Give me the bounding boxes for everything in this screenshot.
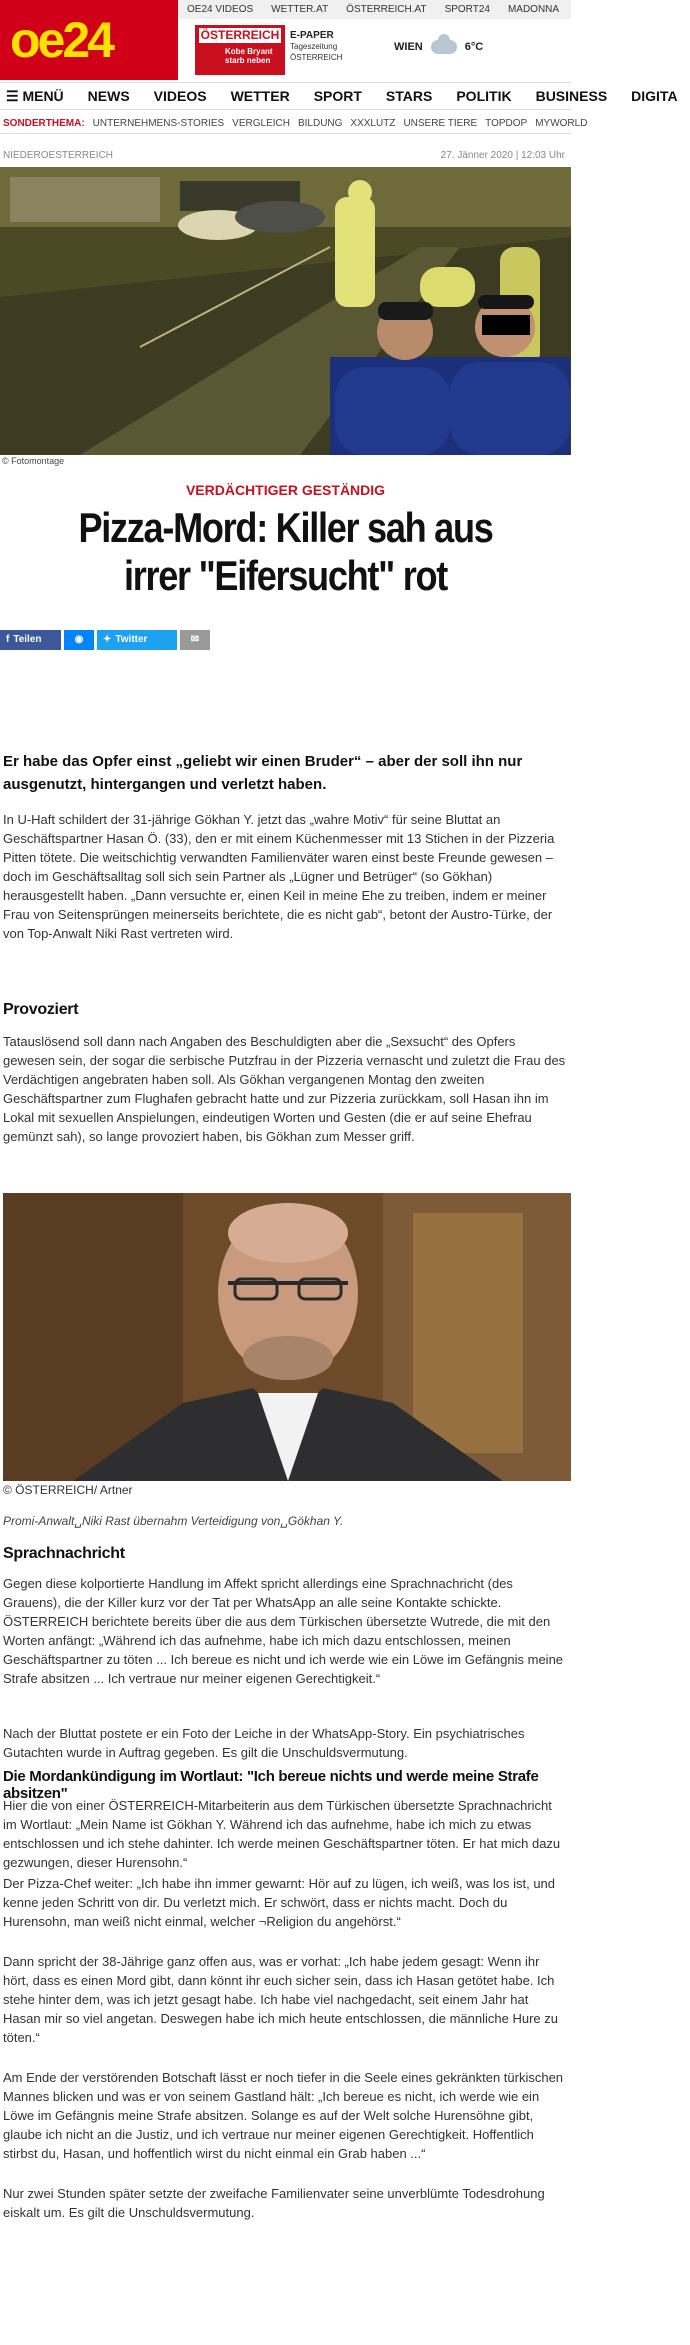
epaper-cover-headline: Kobe Bryant starb neben (225, 47, 273, 65)
article-paragraph: Am Ende der verstörenden Botschaft lässt er noch tiefer in die Seele eines gekränkten türkischen Mannes blicken und was er von seinem Gastland hält: „Ich bereue es nicht, ich werde wie ein Löwe im Gefängnis meine Strafe absitzen. Solange es auf der Welt solche Hurensöhne gibt, glaube ich nicht an die Justiz, und ich vertraue nur meiner eigenen Gerechtigkeit. Hoffentlich stirbst du, Hasan, und hoffentlich wirst du nicht einmal ein Grab haben ...“ (3, 2070, 564, 2161)
facebook-icon: f (6, 634, 10, 645)
twitter-share-button[interactable] (97, 630, 177, 650)
nav-item-wetter[interactable]: WETTER (230, 88, 290, 104)
epaper-sub1: Tageszeitung (290, 42, 338, 51)
epaper-text[interactable] (290, 30, 342, 63)
article-paragraph: Tatauslösend soll dann nach Angaben des Beschuldigten aber die „Sexsucht“ des Opfers gewesen sein, der sogar die serbische Putzfrau in der Pizzeria vernascht und zuletzt die Frau des Verdächtigen angebraten haben soll. Als Gökhan vergangenen Montag den zweiten Geschäftspartner zum Flughafen gebracht hatte und zur Pizzeria zurückkam, soll Hasan ihn im Lokal mit sexuellen Anspielungen, eindeutigen Worten und Gesten (die er auf seine Ehefrau gemünzt sah), so lange provoziert haben, bis Gökhan zum Messer griff. (3, 1034, 566, 1144)
article-meta (0, 150, 571, 164)
top-link-madonna[interactable]: MADONNA (507, 4, 560, 15)
section-label[interactable]: NIEDEROESTERREICH (3, 150, 114, 161)
subheading-sprachnachricht: Sprachnachricht (3, 1545, 125, 1562)
lawyer-portrait (3, 1193, 571, 1481)
article-lead: Er habe das Opfer einst „geliebt wir einen Bruder“ – aber der soll ihn nur ausgenutzt, hintergangen und verletzt haben. (3, 753, 523, 793)
sonderthema-item[interactable]: VERGLEICH (232, 118, 290, 129)
article-kicker: VERDÄCHTIGER GESTÄNDIG (185, 482, 386, 498)
article-paragraph: Dann spricht der 38-Jährige ganz offen aus, was er vorhat: „Ich habe jedem gesagt: Wenn ihr hört, dass es einen Mord gibt, dann könnt ihr euch sicher sein, dass ich Hasan getötet habe. Ich stehe hinter dem, was ich jetzt gesagt habe. Ich habe viel nachgedacht, seit einem Jahr hat Hasan mir so viel angetan. Deswegen habe ich mich heute entschlossen, die männliche Hure zu töten.“ (3, 1954, 558, 2045)
nav-item-digital[interactable]: DIGITA (631, 88, 678, 104)
subheading-provoziert: Provoziert (3, 1001, 79, 1018)
sonderthema-item[interactable]: BILDUNG (297, 118, 343, 129)
article-title: Pizza-Mord: Killer sah aus irrer "Eifersucht" rot (78, 504, 493, 599)
top-links-bar (178, 0, 571, 19)
site-header (0, 0, 571, 80)
weather-widget[interactable] (394, 40, 483, 54)
article-paragraph: Nach der Bluttat postete er ein Foto der Leiche in der WhatsApp-Story. Ein psychiatrisches Gutachten wurde in Auftrag gegeben. Es gilt die Unschuldsvermutung. (3, 1726, 525, 1760)
twitter-share-label: Twitter (115, 634, 148, 645)
photo-credit: © ÖSTERREICH/ Artner (3, 1483, 133, 1497)
facebook-share-button[interactable] (0, 630, 61, 650)
nav-item-politik[interactable]: POLITIK (456, 88, 512, 104)
messenger-icon: ◉ (74, 634, 84, 645)
article-paragraph: Hier die von einer ÖSTERREICH-Mitarbeiterin aus dem Türkischen übersetzte Sprachnachricht im Wortlaut: „Mein Name ist Gökhan Y. Während ich das aufnehme, habe ich mich zu etwas entschlossen und ich stehe dahinter. Ich werde meinen Geschäftspartner töten. Er hat mich dazu gezwungen, dieser Hurensohn.“ (3, 1798, 561, 1870)
nav-item-sport[interactable]: SPORT (313, 88, 362, 104)
sonderthema-item[interactable]: TOPDOP (485, 118, 528, 129)
epaper-cover-title: ÖSTERREICH (200, 28, 280, 42)
article-date: 27. Jänner 2020 | 12:03 Uhr (440, 150, 565, 161)
sonderthema-item[interactable]: MYWORLD (535, 118, 588, 129)
main-nav (0, 82, 678, 110)
sonderthema-label: SONDERTHEMA: (3, 118, 85, 129)
hero-photo-montage (0, 167, 571, 455)
sonderthema-bar (0, 114, 588, 134)
top-link-videos[interactable]: OE24 VIDEOS (187, 4, 254, 15)
top-link-wetter[interactable]: WETTER.AT (271, 4, 329, 15)
share-bar (0, 630, 210, 650)
top-link-oesterreich[interactable]: ÖSTERREICH.AT (346, 4, 427, 15)
cloud-icon (431, 40, 457, 54)
mail-share-button[interactable] (180, 630, 210, 650)
facebook-share-label: Teilen (13, 634, 42, 645)
nav-item-videos[interactable]: VIDEOS (153, 88, 207, 104)
article-paragraph: Gegen diese kolportierte Handlung im Affekt spricht allerdings eine Sprachnachricht (des Grauens), die der Killer kurz vor der Tat per WhatsApp an alle seine Kontakte schickte. ÖSTERREICH berichtete bereits über die aus dem Türkischen übersetzte Wutrede, die mit den Worten anfängt: „Während ich das aufnehme, habe ich mich dazu entschlossen, meinen Geschäftspartner zu töten ... Ich bereue es nicht und ich werde wie ein Löwe im Gefängnis meine Strafe absitzen ... Ich vertraue nur meiner eigenen Gerechtigkeit.“ (3, 1576, 564, 1686)
oe24-logo[interactable]: oe24 (0, 0, 178, 80)
epaper-sub2: ÖSTERREICH (290, 53, 343, 62)
nav-item-news[interactable]: NEWS (87, 88, 130, 104)
hero-image (0, 167, 571, 455)
weather-city: WIEN (394, 41, 423, 53)
nav-item-business[interactable]: BUSINESS (535, 88, 608, 104)
sonderthema-item[interactable]: UNSERE TIERE (403, 118, 478, 129)
menu-button[interactable]: ☰ MENÜ (6, 88, 64, 104)
weather-temp: 6°C (464, 41, 484, 53)
lawyer-photo (3, 1193, 571, 1481)
mail-icon: ✉ (190, 634, 200, 645)
hero-caption: © Fotomontage (2, 456, 65, 466)
article-paragraph: In U-Haft schildert der 31-jährige Gökhan Y. jetzt das „wahre Motiv“ für seine Bluttat an Geschäftspartner Hasan Ö. (33), den er mit einem Küchenmesser mit 13 Stichen in der Pizzeria Pitten tötete. Die weitschichtig verwandten Familienväter waren einst beste Freunde gewesen – doch im Geschäftsalltag soll sich sein Partner als „Lügner und Betrüger“ (so Gökhan) herausgestellt haben. „Dann versuchte er, einen Keil in meine Ehe zu treiben, indem er meiner Frau von Seitensprüngen meinerseits berichtete, die es nicht gab“, betont der Austro-Türke, der von Top-Anwalt Niki Rast vertreten wird. (3, 812, 555, 941)
sonderthema-item[interactable]: UNTERNEHMENS-STORIES (92, 118, 225, 129)
messenger-share-button[interactable] (64, 630, 94, 650)
article-paragraph: Der Pizza-Chef weiter: „Ich habe ihn immer gewarnt: Hör auf zu lügen, ich weiß, was los ist, und kenne jeden Schritt von dir. Du verletzt mich. Er schwört, dass er nichts macht. Doch du Hurensohn, man weiß nicht einmal, welcher ¬Religion du angehörst.“ (3, 1876, 556, 1929)
sonderthema-item[interactable]: XXXLUTZ (350, 118, 396, 129)
photo-caption: Promi-Anwalt␣Niki Rast übernahm Verteidigung von␣Gökhan Y. (3, 1514, 344, 1528)
nav-item-stars[interactable]: STARS (385, 88, 433, 104)
twitter-icon: ✦ (103, 634, 112, 645)
subheading-mordankuendigung: Die Mordankündigung im Wortlaut: "Ich bereue nichts und werde meine Strafe absitzen" (3, 1768, 539, 1802)
epaper-label: E-PAPER (290, 30, 334, 41)
article-paragraph: Nur zwei Stunden später setzte der zweifache Familienvater seine unverblümte Todesdrohung eiskalt um. Es gilt die Unschuldsvermutung. (3, 2186, 545, 2220)
top-link-sport24[interactable]: SPORT24 (444, 4, 490, 15)
epaper-cover[interactable] (195, 25, 285, 75)
